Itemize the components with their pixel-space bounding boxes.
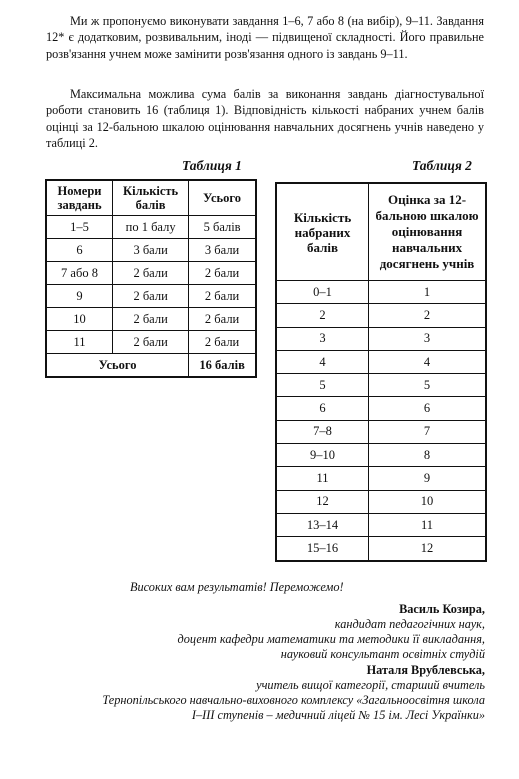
table1-cell: 2 бали [189, 285, 256, 308]
table-row [276, 374, 486, 397]
author2-role-line: Тернопільського навчально-виховного комплексу «Загальноосвітня школа [102, 693, 485, 707]
table-row [276, 304, 486, 327]
closing-wish: Високих вам результатів! Переможемо! [130, 580, 344, 594]
table2-cell: 4 [369, 350, 486, 373]
table1-cell: 2 бали [189, 308, 256, 331]
table1-cell: 2 бали [113, 262, 189, 285]
table1-cell: 5 балів [189, 216, 256, 239]
author2-role-line: учитель вищої категорії, старший вчитель [256, 678, 485, 692]
table1-cell: 3 бали [189, 239, 256, 262]
author2-name: Наталя Врублевська, [366, 663, 485, 677]
intro-paragraph-2: Максимальна можлива сума балів за виконання завдань діагностувальної роботи становить 16 (таблиця 1). Відповідність кількості набраних учнем балів оцінці за 12-бальною шкалою оцінювання навчальних досягнень учнів наведено у таблиці 2. [46, 87, 484, 150]
table-row [46, 285, 256, 308]
table2-caption: Таблиця 2 [412, 158, 472, 173]
author1-role-line: кандидат педагогічних наук, [334, 617, 485, 631]
table-row [276, 467, 486, 490]
table2-cell: 6 [276, 397, 369, 420]
table2-grade-conversion [275, 182, 487, 562]
author2-role-line: І–ІІІ ступенів – медичний ліцей № 15 ім. Лесі Українки» [191, 708, 485, 722]
table2-cell: 7 [369, 420, 486, 443]
table1-cell: 3 бали [113, 239, 189, 262]
table1-cell: 11 [46, 331, 113, 354]
author1-role-line: науковий консультант освітніх студій [280, 647, 485, 661]
table-row [276, 444, 486, 467]
table1-header-total: Усього [189, 180, 256, 216]
table-row [276, 281, 486, 304]
table2-cell: 5 [369, 374, 486, 397]
intro-paragraph-1: Ми ж пропонуємо виконувати завдання 1–6, 7 або 8 (на вибір), 9–11. Завдання 12* є додатковим, розвивальним, іноді — підвищеної складності. Його правильне розв'язання учнем може замінити розв'язання одного із завдань 9–11. [46, 14, 484, 61]
author1-name: Василь Козира, [399, 602, 485, 616]
table-row [46, 308, 256, 331]
table2-cell: 2 [276, 304, 369, 327]
table2-cell: 12 [276, 490, 369, 513]
table1-cell: 2 бали [113, 285, 189, 308]
table1-cell: 2 бали [113, 331, 189, 354]
table1-caption: Таблиця 1 [182, 158, 242, 173]
table-row [46, 331, 256, 354]
table1-total-row [46, 354, 256, 378]
table2-cell: 0–1 [276, 281, 369, 304]
table1-header-row [46, 180, 256, 216]
table1-cell: 10 [46, 308, 113, 331]
table1-header-task-numbers: Номери завдань [46, 180, 113, 216]
table2-cell: 5 [276, 374, 369, 397]
table1-header-points: Кількість балів [113, 180, 189, 216]
table-row [46, 239, 256, 262]
table2-header-row [276, 183, 486, 281]
table1-cell: 2 бали [113, 308, 189, 331]
table2-header-points: Кількість набраних балів [276, 183, 369, 281]
table1-cell: 1–5 [46, 216, 113, 239]
table2-cell: 4 [276, 350, 369, 373]
table1-cell: 2 бали [189, 331, 256, 354]
table-row [276, 537, 486, 561]
table2-cell: 9 [369, 467, 486, 490]
author1-role-line: доцент кафедри математики та методики її викладання, [177, 632, 485, 646]
table2-cell: 9–10 [276, 444, 369, 467]
table2-cell: 13–14 [276, 513, 369, 536]
table2-cell: 15–16 [276, 537, 369, 561]
table1-cell: 9 [46, 285, 113, 308]
table1-cell: 6 [46, 239, 113, 262]
table-row [46, 216, 256, 239]
table2-cell: 2 [369, 304, 486, 327]
table2-cell: 8 [369, 444, 486, 467]
table1-cell: 7 або 8 [46, 262, 113, 285]
table-row [276, 490, 486, 513]
table2-cell: 6 [369, 397, 486, 420]
table1-total-value: 16 балів [189, 354, 256, 378]
table2-cell: 11 [276, 467, 369, 490]
table2-cell: 10 [369, 490, 486, 513]
table2-header-grade: Оцінка за 12-бальною шкалою оцінювання навчальних досягнень учнів [369, 183, 486, 281]
table-row [276, 420, 486, 443]
table2-cell: 11 [369, 513, 486, 536]
table1-scores-per-task [45, 179, 257, 378]
table2-cell: 3 [276, 327, 369, 350]
table2-cell: 3 [369, 327, 486, 350]
table1-total-label: Усього [46, 354, 189, 378]
table-row [276, 397, 486, 420]
table2-cell: 7–8 [276, 420, 369, 443]
table2-cell: 12 [369, 537, 486, 561]
table2-cell: 1 [369, 281, 486, 304]
table1-cell: 2 бали [189, 262, 256, 285]
table1-cell: по 1 балу [113, 216, 189, 239]
table-row [276, 513, 486, 536]
table-row [276, 327, 486, 350]
table-row [276, 350, 486, 373]
table-row [46, 262, 256, 285]
